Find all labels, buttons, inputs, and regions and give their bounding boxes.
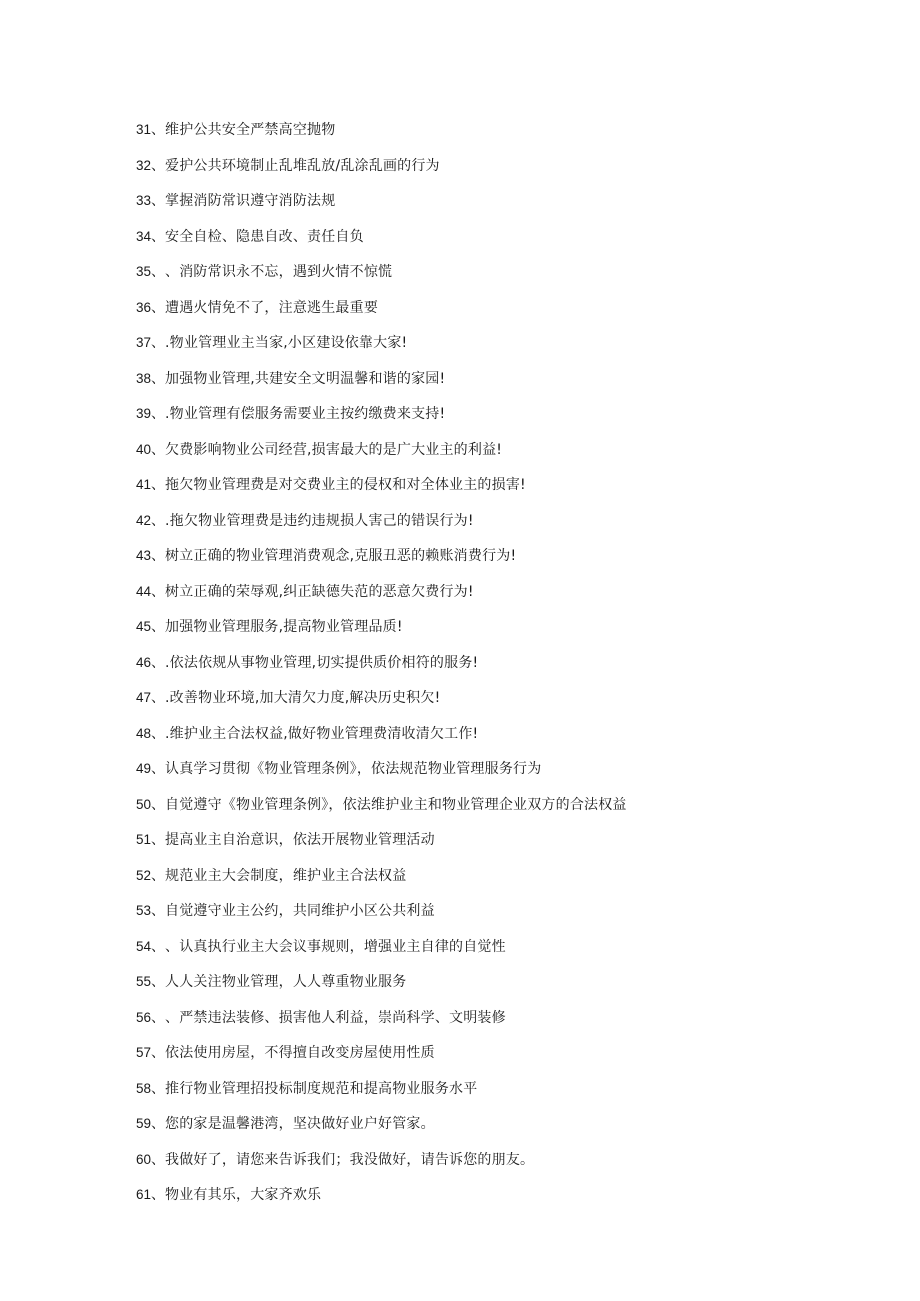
item-text: 爱护公共环境制止乱堆乱放/乱涂乱画的行为 bbox=[165, 157, 440, 174]
list-item bbox=[136, 367, 856, 403]
item-number: 31 bbox=[136, 122, 152, 137]
list-item bbox=[136, 1148, 856, 1184]
item-number: 38 bbox=[136, 370, 152, 386]
list-item bbox=[136, 118, 856, 154]
list-item bbox=[136, 509, 856, 545]
item-text: 加强物业管理服务,提高物业管理品质! bbox=[165, 619, 403, 635]
item-number: 44 bbox=[136, 583, 152, 599]
item-number: 34 bbox=[136, 228, 152, 244]
item-number: 59 bbox=[136, 1116, 152, 1131]
item-text: .维护业主合法权益,做好物业管理费清收清欠工作! bbox=[165, 725, 479, 742]
item-text: 、认真执行业主大会议事规则，增强业主自律的自觉性 bbox=[165, 938, 506, 955]
item-number: 58 bbox=[136, 1080, 152, 1096]
item-number: 54 bbox=[136, 938, 152, 954]
item-text: 安全自检、隐患自改、责任自负 bbox=[165, 228, 364, 245]
list-item bbox=[136, 1006, 856, 1042]
list-item bbox=[136, 225, 856, 261]
list-item bbox=[136, 686, 856, 722]
item-text: 自觉遵守《物业管理条例》，依法维护业主和物业管理企业双方的合法权益 bbox=[165, 796, 627, 813]
item-text: 物业有其乐，大家齐欢乐 bbox=[165, 1187, 322, 1203]
list-item bbox=[136, 438, 856, 474]
item-text: 推行物业管理招投标制度规范和提高物业服务水平 bbox=[165, 1080, 478, 1097]
list-item bbox=[136, 402, 856, 438]
item-text: 认真学习贯彻《物业管理条例》，依法规范物业管理服务行为 bbox=[165, 761, 542, 777]
list-item bbox=[136, 793, 856, 829]
list-item bbox=[136, 615, 856, 651]
item-number: 48 bbox=[136, 725, 152, 741]
list-item bbox=[136, 1183, 856, 1219]
item-separator: 、 bbox=[151, 832, 166, 848]
item-separator: 、 bbox=[151, 796, 166, 813]
item-number: 35 bbox=[136, 264, 152, 279]
item-separator: 、 bbox=[151, 157, 166, 174]
item-number: 50 bbox=[136, 796, 152, 812]
list-item bbox=[136, 331, 856, 367]
item-text: 依法使用房屋，不得擅自改变房屋使用性质 bbox=[165, 1045, 435, 1061]
item-separator: 、 bbox=[151, 725, 166, 742]
item-text: 掌握消防常识遵守消防法规 bbox=[165, 193, 336, 209]
item-separator: 、 bbox=[151, 264, 166, 280]
item-separator: 、 bbox=[151, 690, 166, 706]
item-text: 加强物业管理,共建安全文明温馨和谐的家园! bbox=[165, 370, 446, 387]
item-number: 46 bbox=[136, 654, 152, 670]
item-text: 维护公共安全严禁高空抛物 bbox=[165, 122, 336, 138]
list-item bbox=[136, 260, 856, 296]
list-item bbox=[136, 296, 856, 332]
list-item bbox=[136, 828, 856, 864]
item-number: 45 bbox=[136, 619, 152, 634]
item-number: 52 bbox=[136, 867, 152, 883]
item-text: .改善物业环境,加大清欠力度,解决历史积欠! bbox=[165, 690, 441, 706]
item-separator: 、 bbox=[151, 370, 166, 387]
item-number: 37 bbox=[136, 335, 152, 350]
item-separator: 、 bbox=[151, 1116, 166, 1132]
list-item bbox=[136, 544, 856, 580]
list-item bbox=[136, 154, 856, 190]
item-separator: 、 bbox=[151, 903, 166, 919]
item-number: 47 bbox=[136, 690, 152, 705]
item-separator: 、 bbox=[151, 477, 166, 493]
item-separator: 、 bbox=[151, 867, 166, 884]
list-item bbox=[136, 970, 856, 1006]
item-number: 41 bbox=[136, 477, 152, 492]
item-number: 36 bbox=[136, 299, 152, 315]
item-text: 我做好了，请您来告诉我们；我没做好，请告诉您的朋友。 bbox=[165, 1151, 535, 1168]
slogan-list bbox=[136, 118, 856, 1219]
item-number: 53 bbox=[136, 903, 152, 918]
list-item bbox=[136, 935, 856, 971]
item-separator: 、 bbox=[151, 122, 166, 138]
item-number: 43 bbox=[136, 548, 152, 563]
item-number: 40 bbox=[136, 441, 152, 457]
item-number: 33 bbox=[136, 193, 152, 208]
item-separator: 、 bbox=[151, 619, 166, 635]
item-separator: 、 bbox=[151, 512, 166, 529]
item-separator: 、 bbox=[151, 335, 166, 351]
item-number: 57 bbox=[136, 1045, 152, 1060]
item-text: .物业管理业主当家,小区建设依靠大家! bbox=[165, 335, 408, 351]
item-separator: 、 bbox=[151, 938, 166, 955]
item-text: 您的家是温馨港湾，坚决做好业户好管家。 bbox=[165, 1116, 435, 1132]
list-item bbox=[136, 1077, 856, 1113]
item-separator: 、 bbox=[151, 1080, 166, 1097]
item-separator: 、 bbox=[151, 583, 166, 600]
item-number: 61 bbox=[136, 1187, 152, 1202]
item-separator: 、 bbox=[151, 548, 166, 564]
item-separator: 、 bbox=[151, 654, 166, 671]
item-number: 49 bbox=[136, 761, 152, 776]
list-item bbox=[136, 864, 856, 900]
item-text: 自觉遵守业主公约，共同维护小区公共利益 bbox=[165, 903, 435, 919]
list-item bbox=[136, 899, 856, 935]
list-item bbox=[136, 189, 856, 225]
item-text: .拖欠物业管理费是违约违规损人害己的错误行为! bbox=[165, 512, 474, 529]
item-separator: 、 bbox=[151, 299, 166, 316]
item-number: 60 bbox=[136, 1151, 152, 1167]
list-item bbox=[136, 651, 856, 687]
item-text: 树立正确的荣辱观,纠正缺德失范的恶意欠费行为! bbox=[165, 583, 474, 600]
list-item bbox=[136, 473, 856, 509]
item-text: .物业管理有偿服务需要业主按约缴费来支持! bbox=[165, 406, 446, 422]
item-text: 遭遇火情免不了，注意逃生最重要 bbox=[165, 299, 379, 316]
item-number: 55 bbox=[136, 974, 152, 989]
item-text: 、严禁违法装修、损害他人利益，崇尚科学、文明装修 bbox=[165, 1009, 506, 1026]
item-text: 提高业主自治意识，依法开展物业管理活动 bbox=[165, 832, 435, 848]
item-text: 人人关注物业管理，人人尊重物业服务 bbox=[165, 974, 407, 990]
item-number: 51 bbox=[136, 832, 152, 847]
item-separator: 、 bbox=[151, 1009, 166, 1026]
list-item bbox=[136, 1112, 856, 1148]
list-item bbox=[136, 722, 856, 758]
item-text: .依法依规从事物业管理,切实提供质价相符的服务! bbox=[165, 654, 479, 671]
item-number: 42 bbox=[136, 512, 152, 528]
item-separator: 、 bbox=[151, 228, 166, 245]
item-text: 欠费影响物业公司经营,损害最大的是广大业主的利益! bbox=[165, 441, 503, 458]
item-separator: 、 bbox=[151, 406, 166, 422]
list-item bbox=[136, 580, 856, 616]
item-separator: 、 bbox=[151, 193, 166, 209]
item-separator: 、 bbox=[151, 974, 166, 990]
item-separator: 、 bbox=[151, 1045, 166, 1061]
list-item bbox=[136, 757, 856, 793]
item-separator: 、 bbox=[151, 1151, 166, 1168]
item-separator: 、 bbox=[151, 1187, 166, 1203]
item-number: 56 bbox=[136, 1009, 152, 1025]
item-number: 39 bbox=[136, 406, 152, 421]
list-item bbox=[136, 1041, 856, 1077]
item-number: 32 bbox=[136, 157, 152, 173]
item-text: 树立正确的物业管理消费观念,克服丑恶的赖账消费行为! bbox=[165, 548, 517, 564]
item-separator: 、 bbox=[151, 761, 166, 777]
item-text: 、消防常识永不忘，遇到火情不惊慌 bbox=[165, 264, 393, 280]
item-text: 拖欠物业管理费是对交费业主的侵权和对全体业主的损害! bbox=[165, 477, 526, 493]
item-separator: 、 bbox=[151, 441, 166, 458]
item-text: 规范业主大会制度，维护业主合法权益 bbox=[165, 867, 407, 884]
